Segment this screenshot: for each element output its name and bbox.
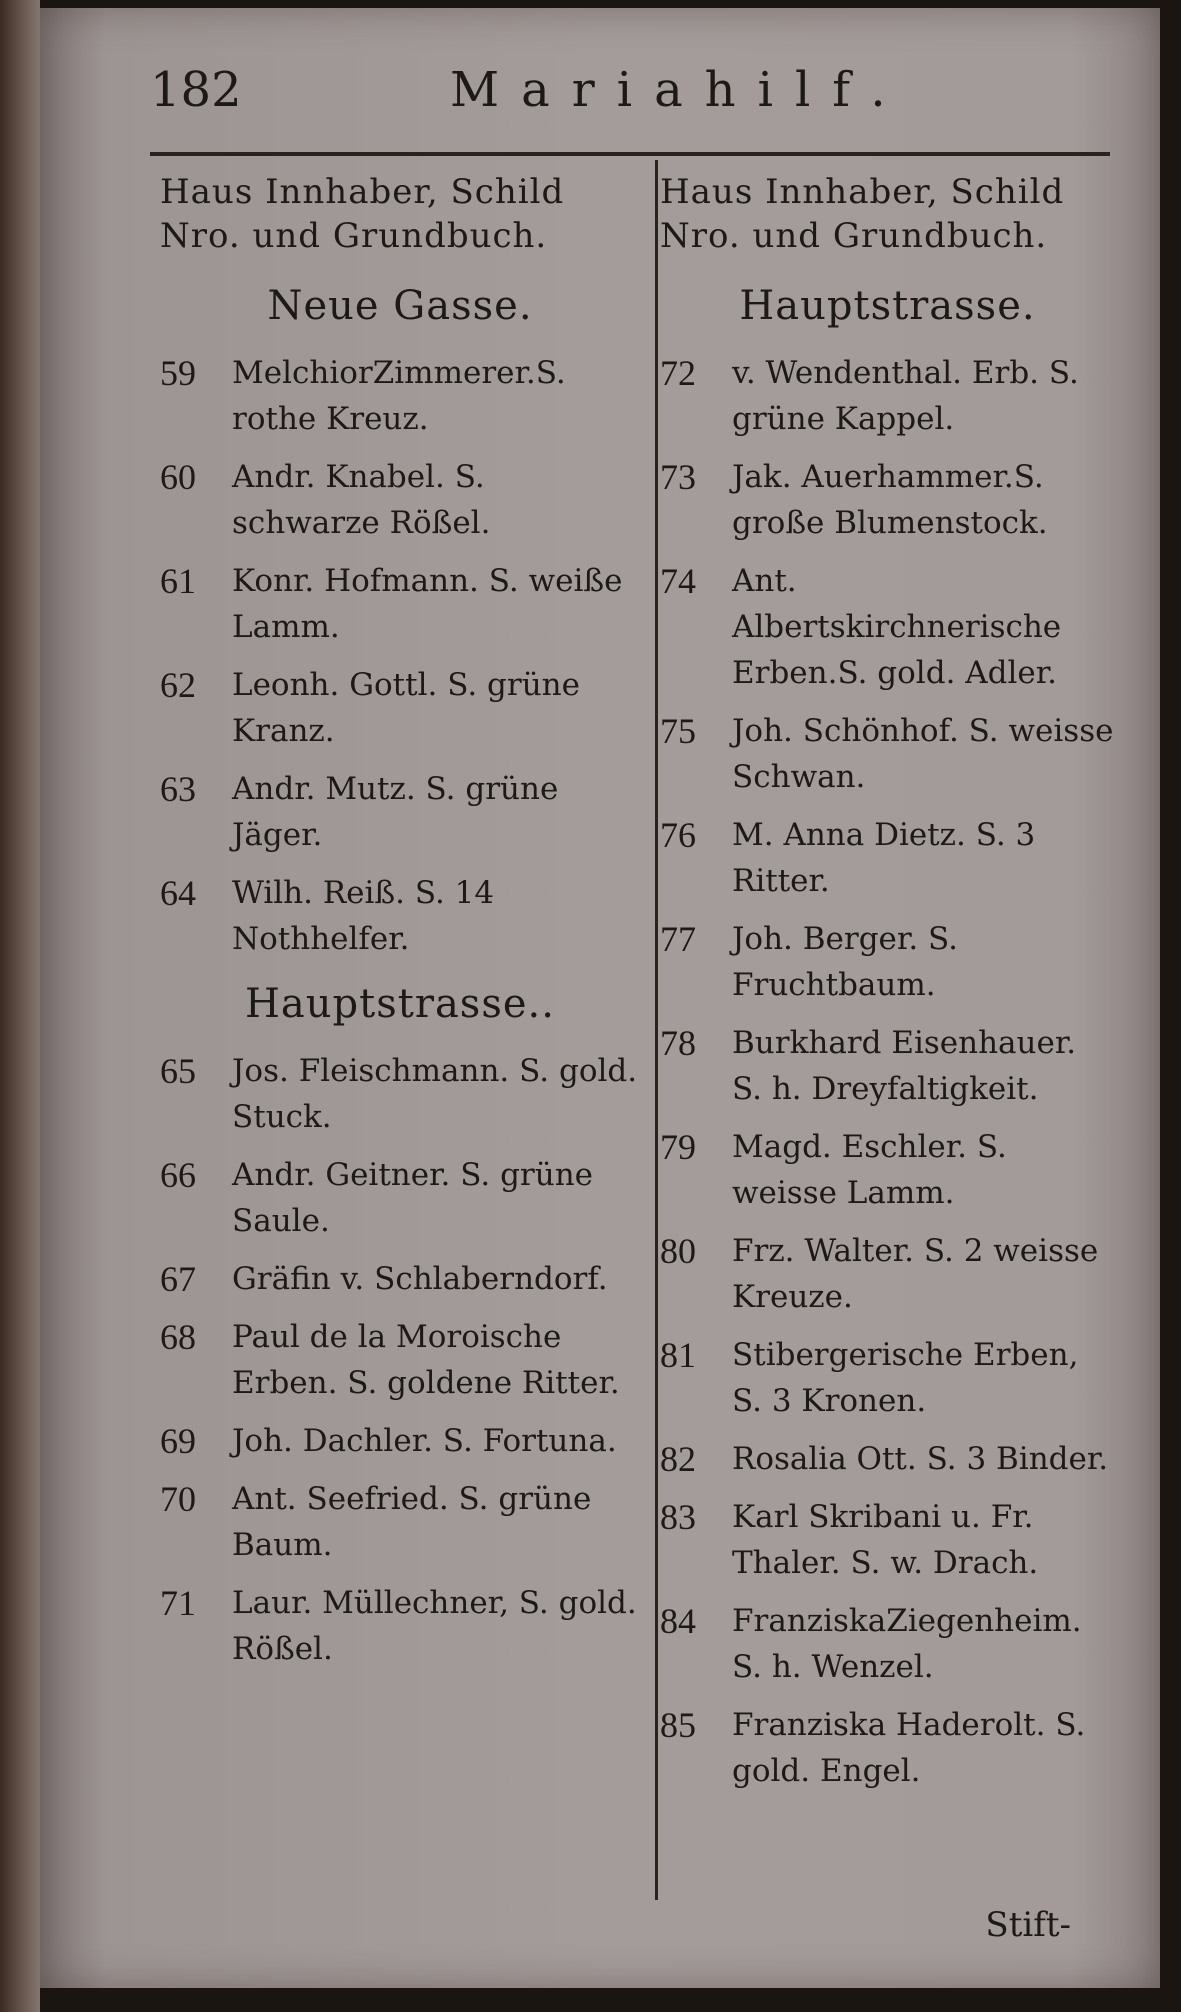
house-entry bbox=[660, 1332, 1115, 1424]
house-number: 62 bbox=[160, 665, 196, 705]
house-entry bbox=[160, 870, 640, 962]
owner-sign-text: MelchiorZimmerer.S. rothe Kreuz. bbox=[232, 355, 566, 437]
house-entry bbox=[160, 1476, 640, 1568]
owner-sign-text: Leonh. Gottl. S. grüne Kranz. bbox=[232, 667, 580, 749]
column-divider bbox=[655, 160, 658, 1900]
page-header bbox=[150, 62, 1050, 132]
column-header-line: Haus Innhaber, Schild bbox=[160, 172, 565, 212]
house-number: 64 bbox=[160, 873, 196, 913]
owner-sign-text: Magd. Eschler. S. weisse Lamm. bbox=[732, 1129, 1007, 1211]
owner-sign-text: Karl Skribani u. Fr. Thaler. S. w. Drach. bbox=[732, 1499, 1039, 1581]
owner-sign-text: Paul de la Moroische Erben. S. goldene Ritter. bbox=[232, 1319, 620, 1401]
house-number: 69 bbox=[160, 1421, 196, 1461]
house-number: 76 bbox=[660, 815, 696, 855]
house-number: 68 bbox=[160, 1317, 196, 1357]
column-header-line: Haus Innhaber, Schild bbox=[660, 172, 1065, 212]
owner-sign-text: Frz. Walter. S. 2 weisse Kreuze. bbox=[732, 1233, 1099, 1315]
house-number: 79 bbox=[660, 1127, 696, 1167]
house-entry bbox=[160, 454, 640, 546]
owner-sign-text: Andr. Geitner. S. grüne Saule. bbox=[232, 1157, 594, 1239]
page-number: 182 bbox=[150, 62, 242, 118]
owner-sign-text: Andr. Mutz. S. grüne Jäger. bbox=[232, 771, 559, 853]
owner-sign-text: FranziskaZiegenheim. S. h. Wenzel. bbox=[732, 1603, 1082, 1685]
house-entry bbox=[660, 1702, 1115, 1794]
house-number: 60 bbox=[160, 457, 196, 497]
owner-sign-text: Joh. Berger. S. Fruchtbaum. bbox=[732, 921, 959, 1003]
street-heading: Hauptstrasse.. bbox=[245, 981, 555, 1027]
house-entry bbox=[660, 708, 1115, 800]
header-rule bbox=[150, 152, 1110, 156]
owner-sign-text: Konr. Hofmann. S. weiße Lamm. bbox=[232, 563, 623, 645]
owner-sign-text: Laur. Müllechner, S. gold. Rößel. bbox=[232, 1585, 637, 1667]
house-number: 63 bbox=[160, 769, 196, 809]
owner-sign-text: v. Wendenthal. Erb. S. grüne Kappel. bbox=[732, 355, 1079, 437]
house-number: 59 bbox=[160, 353, 196, 393]
book-spine bbox=[0, 0, 40, 2012]
house-entry bbox=[660, 1228, 1115, 1320]
house-number: 80 bbox=[660, 1231, 696, 1271]
owner-sign-text: Burkhard Eisenhauer. S. h. Dreyfaltigkeit. bbox=[732, 1025, 1077, 1107]
house-entry bbox=[160, 350, 640, 442]
owner-sign-text: Jak. Auerhammer.S. große Blumenstock. bbox=[732, 459, 1048, 541]
house-number: 85 bbox=[660, 1705, 696, 1745]
column-header bbox=[660, 170, 1115, 258]
house-entry bbox=[160, 1256, 640, 1302]
house-number: 65 bbox=[160, 1051, 196, 1091]
house-entry bbox=[660, 1598, 1115, 1690]
house-number: 66 bbox=[160, 1155, 196, 1195]
street-heading: Hauptstrasse. bbox=[739, 283, 1036, 329]
house-number: 83 bbox=[660, 1497, 696, 1537]
house-entry bbox=[160, 1580, 640, 1672]
owner-sign-text: Stibergerische Erben, S. 3 Kronen. bbox=[732, 1337, 1079, 1419]
house-number: 77 bbox=[660, 919, 696, 959]
house-number: 71 bbox=[160, 1583, 196, 1623]
house-entry bbox=[160, 1048, 640, 1140]
owner-sign-text: Jos. Fleischmann. S. gold. Stuck. bbox=[232, 1053, 638, 1135]
house-number: 73 bbox=[660, 457, 696, 497]
house-number: 70 bbox=[160, 1479, 196, 1519]
house-entry bbox=[660, 1436, 1115, 1482]
right-column bbox=[660, 170, 1115, 1806]
house-entry bbox=[660, 558, 1115, 696]
house-entry bbox=[660, 916, 1115, 1008]
house-entry bbox=[660, 812, 1115, 904]
left-column bbox=[160, 170, 640, 1684]
house-entry bbox=[660, 350, 1115, 442]
column-header-line: Nro. und Grundbuch. bbox=[660, 216, 1048, 256]
running-title: Mariahilf. bbox=[450, 62, 908, 118]
house-number: 82 bbox=[660, 1439, 696, 1479]
house-number: 67 bbox=[160, 1259, 196, 1299]
house-number: 72 bbox=[660, 353, 696, 393]
column-header bbox=[160, 170, 640, 258]
house-entry bbox=[660, 454, 1115, 546]
owner-sign-text: Andr. Knabel. S. schwarze Rößel. bbox=[232, 459, 491, 541]
house-entry bbox=[160, 1314, 640, 1406]
owner-sign-text: Ant. Seefried. S. grüne Baum. bbox=[232, 1481, 592, 1563]
house-entry bbox=[160, 558, 640, 650]
column-header-line: Nro. und Grundbuch. bbox=[160, 216, 548, 256]
owner-sign-text: Joh. Dachler. S. Fortuna. bbox=[232, 1423, 617, 1459]
street-heading: Neue Gasse. bbox=[267, 283, 533, 329]
house-number: 74 bbox=[660, 561, 696, 601]
house-entry bbox=[160, 1418, 640, 1464]
house-number: 78 bbox=[660, 1023, 696, 1063]
owner-sign-text: Franziska Haderolt. S. gold. Engel. bbox=[732, 1707, 1086, 1789]
house-entry bbox=[660, 1020, 1115, 1112]
house-entry bbox=[160, 1152, 640, 1244]
owner-sign-text: Ant. Albertskirchnerische Erben.S. gold. Adler. bbox=[732, 563, 1062, 691]
owner-sign-text: Rosalia Ott. S. 3 Binder. bbox=[732, 1441, 1109, 1477]
owner-sign-text: Wilh. Reiß. S. 14 Nothhelfer. bbox=[232, 875, 495, 957]
catchword: Stift- bbox=[985, 1905, 1071, 1945]
house-number: 81 bbox=[660, 1335, 696, 1375]
house-entry bbox=[660, 1124, 1115, 1216]
house-entry bbox=[160, 662, 640, 754]
house-number: 84 bbox=[660, 1601, 696, 1641]
owner-sign-text: M. Anna Dietz. S. 3 Ritter. bbox=[732, 817, 1036, 899]
owner-sign-text: Gräfin v. Schlaberndorf. bbox=[232, 1261, 608, 1297]
house-entry bbox=[160, 766, 640, 858]
owner-sign-text: Joh. Schönhof. S. weisse Schwan. bbox=[732, 713, 1114, 795]
house-number: 61 bbox=[160, 561, 196, 601]
house-number: 75 bbox=[660, 711, 696, 751]
house-entry bbox=[660, 1494, 1115, 1586]
